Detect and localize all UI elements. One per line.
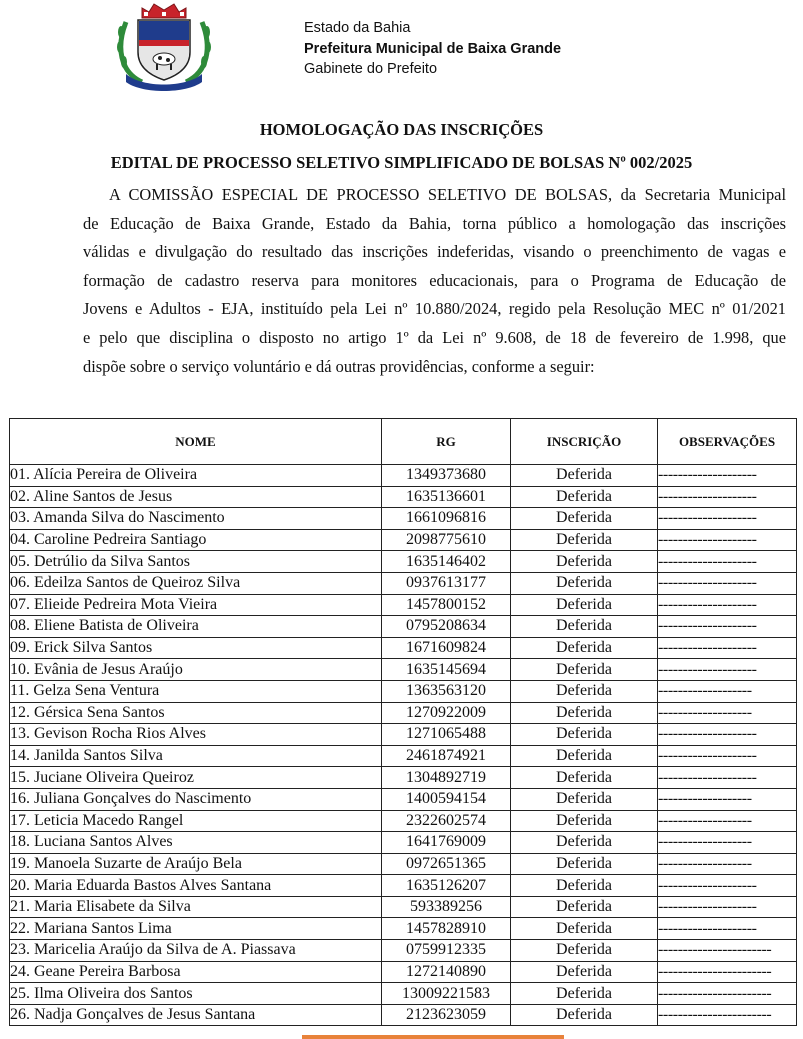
cell-observations: -------------------- — [658, 529, 797, 551]
cell-name: 20. Maria Eduarda Bastos Alves Santana — [10, 875, 382, 897]
cell-observations: -------------------- — [658, 745, 797, 767]
table-row — [10, 983, 797, 1005]
cell-name: 26. Nadja Gonçalves de Jesus Santana — [10, 1004, 382, 1026]
cell-status: Deferida — [511, 724, 658, 746]
cell-rg: 0759912335 — [382, 940, 511, 962]
table-row — [10, 832, 797, 854]
cell-status: Deferida — [511, 659, 658, 681]
cell-name: 06. Edeilza Santos de Queiroz Silva — [10, 572, 382, 594]
table-row — [10, 788, 797, 810]
paragraph-line: válidas e divulgação do resultado das inscrições indeferidas, visando o preenchimento de vagas e — [83, 242, 786, 262]
table-row — [10, 616, 797, 638]
cell-name: 25. Ilma Oliveira dos Santos — [10, 983, 382, 1005]
cell-name: 22. Mariana Santos Lima — [10, 918, 382, 940]
cell-rg: 1671609824 — [382, 637, 511, 659]
cell-status: Deferida — [511, 594, 658, 616]
table-row — [10, 594, 797, 616]
table-row — [10, 724, 797, 746]
cell-rg: 1661096816 — [382, 508, 511, 530]
table-row — [10, 896, 797, 918]
cell-rg: 1400594154 — [382, 788, 511, 810]
cell-name: 11. Gelza Sena Ventura — [10, 680, 382, 702]
cell-observations: -------------------- — [658, 508, 797, 530]
cell-observations: -------------------- — [658, 616, 797, 638]
cell-status: Deferida — [511, 465, 658, 487]
cell-status: Deferida — [511, 745, 658, 767]
cell-name: 02. Aline Santos de Jesus — [10, 486, 382, 508]
cell-observations: ------------------- — [658, 853, 797, 875]
cell-status: Deferida — [511, 529, 658, 551]
cell-observations: -------------------- — [658, 918, 797, 940]
cell-rg: 1270922009 — [382, 702, 511, 724]
cell-observations: -------------------- — [658, 551, 797, 573]
column-header-rg: RG — [382, 419, 511, 465]
document-title: HOMOLOGAÇÃO DAS INSCRIÇÕES — [259, 120, 544, 139]
paragraph-line: formação de cadastro reserva para monitores educacionais, para o Programa de Educação de — [83, 270, 786, 290]
cell-observations: -------------------- — [658, 896, 797, 918]
cell-observations: ------------------- — [658, 702, 797, 724]
cell-status: Deferida — [511, 832, 658, 854]
cell-status: Deferida — [511, 616, 658, 638]
cell-rg: 0795208634 — [382, 616, 511, 638]
cell-rg: 1304892719 — [382, 767, 511, 789]
cell-status: Deferida — [511, 508, 658, 530]
cell-observations: -------------------- — [658, 724, 797, 746]
cell-name: 03. Amanda Silva do Nascimento — [10, 508, 382, 530]
table-row — [10, 745, 797, 767]
cell-name: 07. Elieide Pedreira Mota Vieira — [10, 594, 382, 616]
cell-observations: -------------------- — [658, 875, 797, 897]
cell-name: 09. Erick Silva Santos — [10, 637, 382, 659]
cell-rg: 1641769009 — [382, 832, 511, 854]
cell-rg: 1363563120 — [382, 680, 511, 702]
cell-observations: ------------------- — [658, 788, 797, 810]
cell-rg: 2322602574 — [382, 810, 511, 832]
cell-observations: ----------------------- — [658, 940, 797, 962]
table-row — [10, 853, 797, 875]
cell-rg: 1349373680 — [382, 465, 511, 487]
cell-name: 05. Detrúlio da Silva Santos — [10, 551, 382, 573]
cell-status: Deferida — [511, 702, 658, 724]
table-row — [10, 572, 797, 594]
cell-status: Deferida — [511, 940, 658, 962]
table-row — [10, 961, 797, 983]
table-row — [10, 508, 797, 530]
cell-name: 23. Maricelia Araújo da Silva de A. Piassava — [10, 940, 382, 962]
cell-status: Deferida — [511, 767, 658, 789]
cell-rg: 1635146402 — [382, 551, 511, 573]
paragraph-line: e pelo que disciplina o disposto no artigo 1º da Lei nº 9.608, de 18 de fevereiro de 1.998, que — [83, 327, 786, 347]
cell-status: Deferida — [511, 637, 658, 659]
cell-name: 13. Gevison Rocha Rios Alves — [10, 724, 382, 746]
table-row — [10, 810, 797, 832]
cell-rg: 1635145694 — [382, 659, 511, 681]
cell-rg: 1635126207 — [382, 875, 511, 897]
paragraph-line: de Educação de Baixa Grande, Estado da Bahia, torna público a homologação das inscrições — [83, 213, 786, 233]
cell-name: 21. Maria Elisabete da Silva — [10, 896, 382, 918]
cell-status: Deferida — [511, 875, 658, 897]
cell-rg: 593389256 — [382, 896, 511, 918]
cell-rg: 1457828910 — [382, 918, 511, 940]
cell-name: 19. Manoela Suzarte de Araújo Bela — [10, 853, 382, 875]
column-header-observations: OBSERVAÇÕES — [658, 419, 797, 465]
table-row — [10, 680, 797, 702]
cell-name: 16. Juliana Gonçalves do Nascimento — [10, 788, 382, 810]
cell-observations: -------------------- — [658, 465, 797, 487]
paragraph-line: dispõe sobre o serviço voluntário e dá outras providências, conforme a seguir: — [83, 356, 595, 376]
cell-status: Deferida — [511, 486, 658, 508]
cell-status: Deferida — [511, 572, 658, 594]
table-row — [10, 659, 797, 681]
cell-name: 10. Evânia de Jesus Araújo — [10, 659, 382, 681]
cell-rg: 2123623059 — [382, 1004, 511, 1026]
document-subtitle: EDITAL DE PROCESSO SELETIVO SIMPLIFICADO DE BOLSAS Nº 002/2025 — [110, 153, 693, 172]
cell-status: Deferida — [511, 961, 658, 983]
cell-name: 14. Janilda Santos Silva — [10, 745, 382, 767]
cell-status: Deferida — [511, 788, 658, 810]
cell-observations: ------------------- — [658, 680, 797, 702]
cell-rg: 0972651365 — [382, 853, 511, 875]
cell-name: 01. Alícia Pereira de Oliveira — [10, 465, 382, 487]
table-row — [10, 465, 797, 487]
cell-status: Deferida — [511, 896, 658, 918]
cell-rg: 1271065488 — [382, 724, 511, 746]
cell-observations: ----------------------- — [658, 961, 797, 983]
cell-name: 17. Leticia Macedo Rangel — [10, 810, 382, 832]
cell-observations: ----------------------- — [658, 983, 797, 1005]
cell-name: 15. Juciane Oliveira Queiroz — [10, 767, 382, 789]
table-row — [10, 702, 797, 724]
cell-name: 04. Caroline Pedreira Santiago — [10, 529, 382, 551]
table-row — [10, 486, 797, 508]
cell-name: 12. Gérsica Sena Santos — [10, 702, 382, 724]
cell-name: 08. Eliene Batista de Oliveira — [10, 616, 382, 638]
cell-observations: -------------------- — [658, 486, 797, 508]
cell-status: Deferida — [511, 853, 658, 875]
table-header-row — [10, 419, 797, 465]
cell-status: Deferida — [511, 810, 658, 832]
letterhead — [304, 18, 561, 80]
cell-rg: 13009221583 — [382, 983, 511, 1005]
prefecture-name: Prefeitura Municipal de Baixa Grande — [304, 40, 562, 57]
table-row — [10, 637, 797, 659]
cell-name: 24. Geane Pereira Barbosa — [10, 961, 382, 983]
cell-observations: -------------------- — [658, 594, 797, 616]
office-name: Gabinete do Prefeito — [304, 61, 438, 77]
cell-observations: -------------------- — [658, 572, 797, 594]
table-row — [10, 767, 797, 789]
table-row — [10, 551, 797, 573]
cell-rg: 1635136601 — [382, 486, 511, 508]
cell-observations: ------------------- — [658, 810, 797, 832]
paragraph-line: Jovens e Adultos - EJA, instituído pela Lei nº 10.880/2024, regido pela Resolução MEC nº 01/2021 — [83, 299, 786, 319]
table-row — [10, 529, 797, 551]
table-row — [10, 875, 797, 897]
notice-paragraph — [83, 181, 786, 381]
cell-rg: 2098775610 — [382, 529, 511, 551]
cell-observations: -------------------- — [658, 659, 797, 681]
cell-rg: 2461874921 — [382, 745, 511, 767]
state-name: Estado da Bahia — [304, 20, 411, 36]
cell-status: Deferida — [511, 983, 658, 1005]
cell-status: Deferida — [511, 551, 658, 573]
cell-observations: -------------------- — [658, 767, 797, 789]
cell-status: Deferida — [511, 918, 658, 940]
footer-bar — [302, 1035, 564, 1039]
table-row — [10, 918, 797, 940]
paragraph-line: A COMISSÃO ESPECIAL DE PROCESSO SELETIVO DE BOLSAS, da Secretaria Municipal — [109, 185, 786, 204]
table-row — [10, 940, 797, 962]
cell-observations: ------------------- — [658, 832, 797, 854]
cell-rg: 1457800152 — [382, 594, 511, 616]
registrations-table — [9, 418, 797, 1026]
municipal-crest-logo — [112, 2, 216, 92]
cell-name: 18. Luciana Santos Alves — [10, 832, 382, 854]
column-header-registration: INSCRIÇÃO — [511, 419, 658, 465]
cell-status: Deferida — [511, 1004, 658, 1026]
cell-rg: 1272140890 — [382, 961, 511, 983]
column-header-name: NOME — [10, 419, 382, 465]
cell-observations: -------------------- — [658, 637, 797, 659]
cell-status: Deferida — [511, 680, 658, 702]
cell-observations: ----------------------- — [658, 1004, 797, 1026]
table-row — [10, 1004, 797, 1026]
cell-rg: 0937613177 — [382, 572, 511, 594]
